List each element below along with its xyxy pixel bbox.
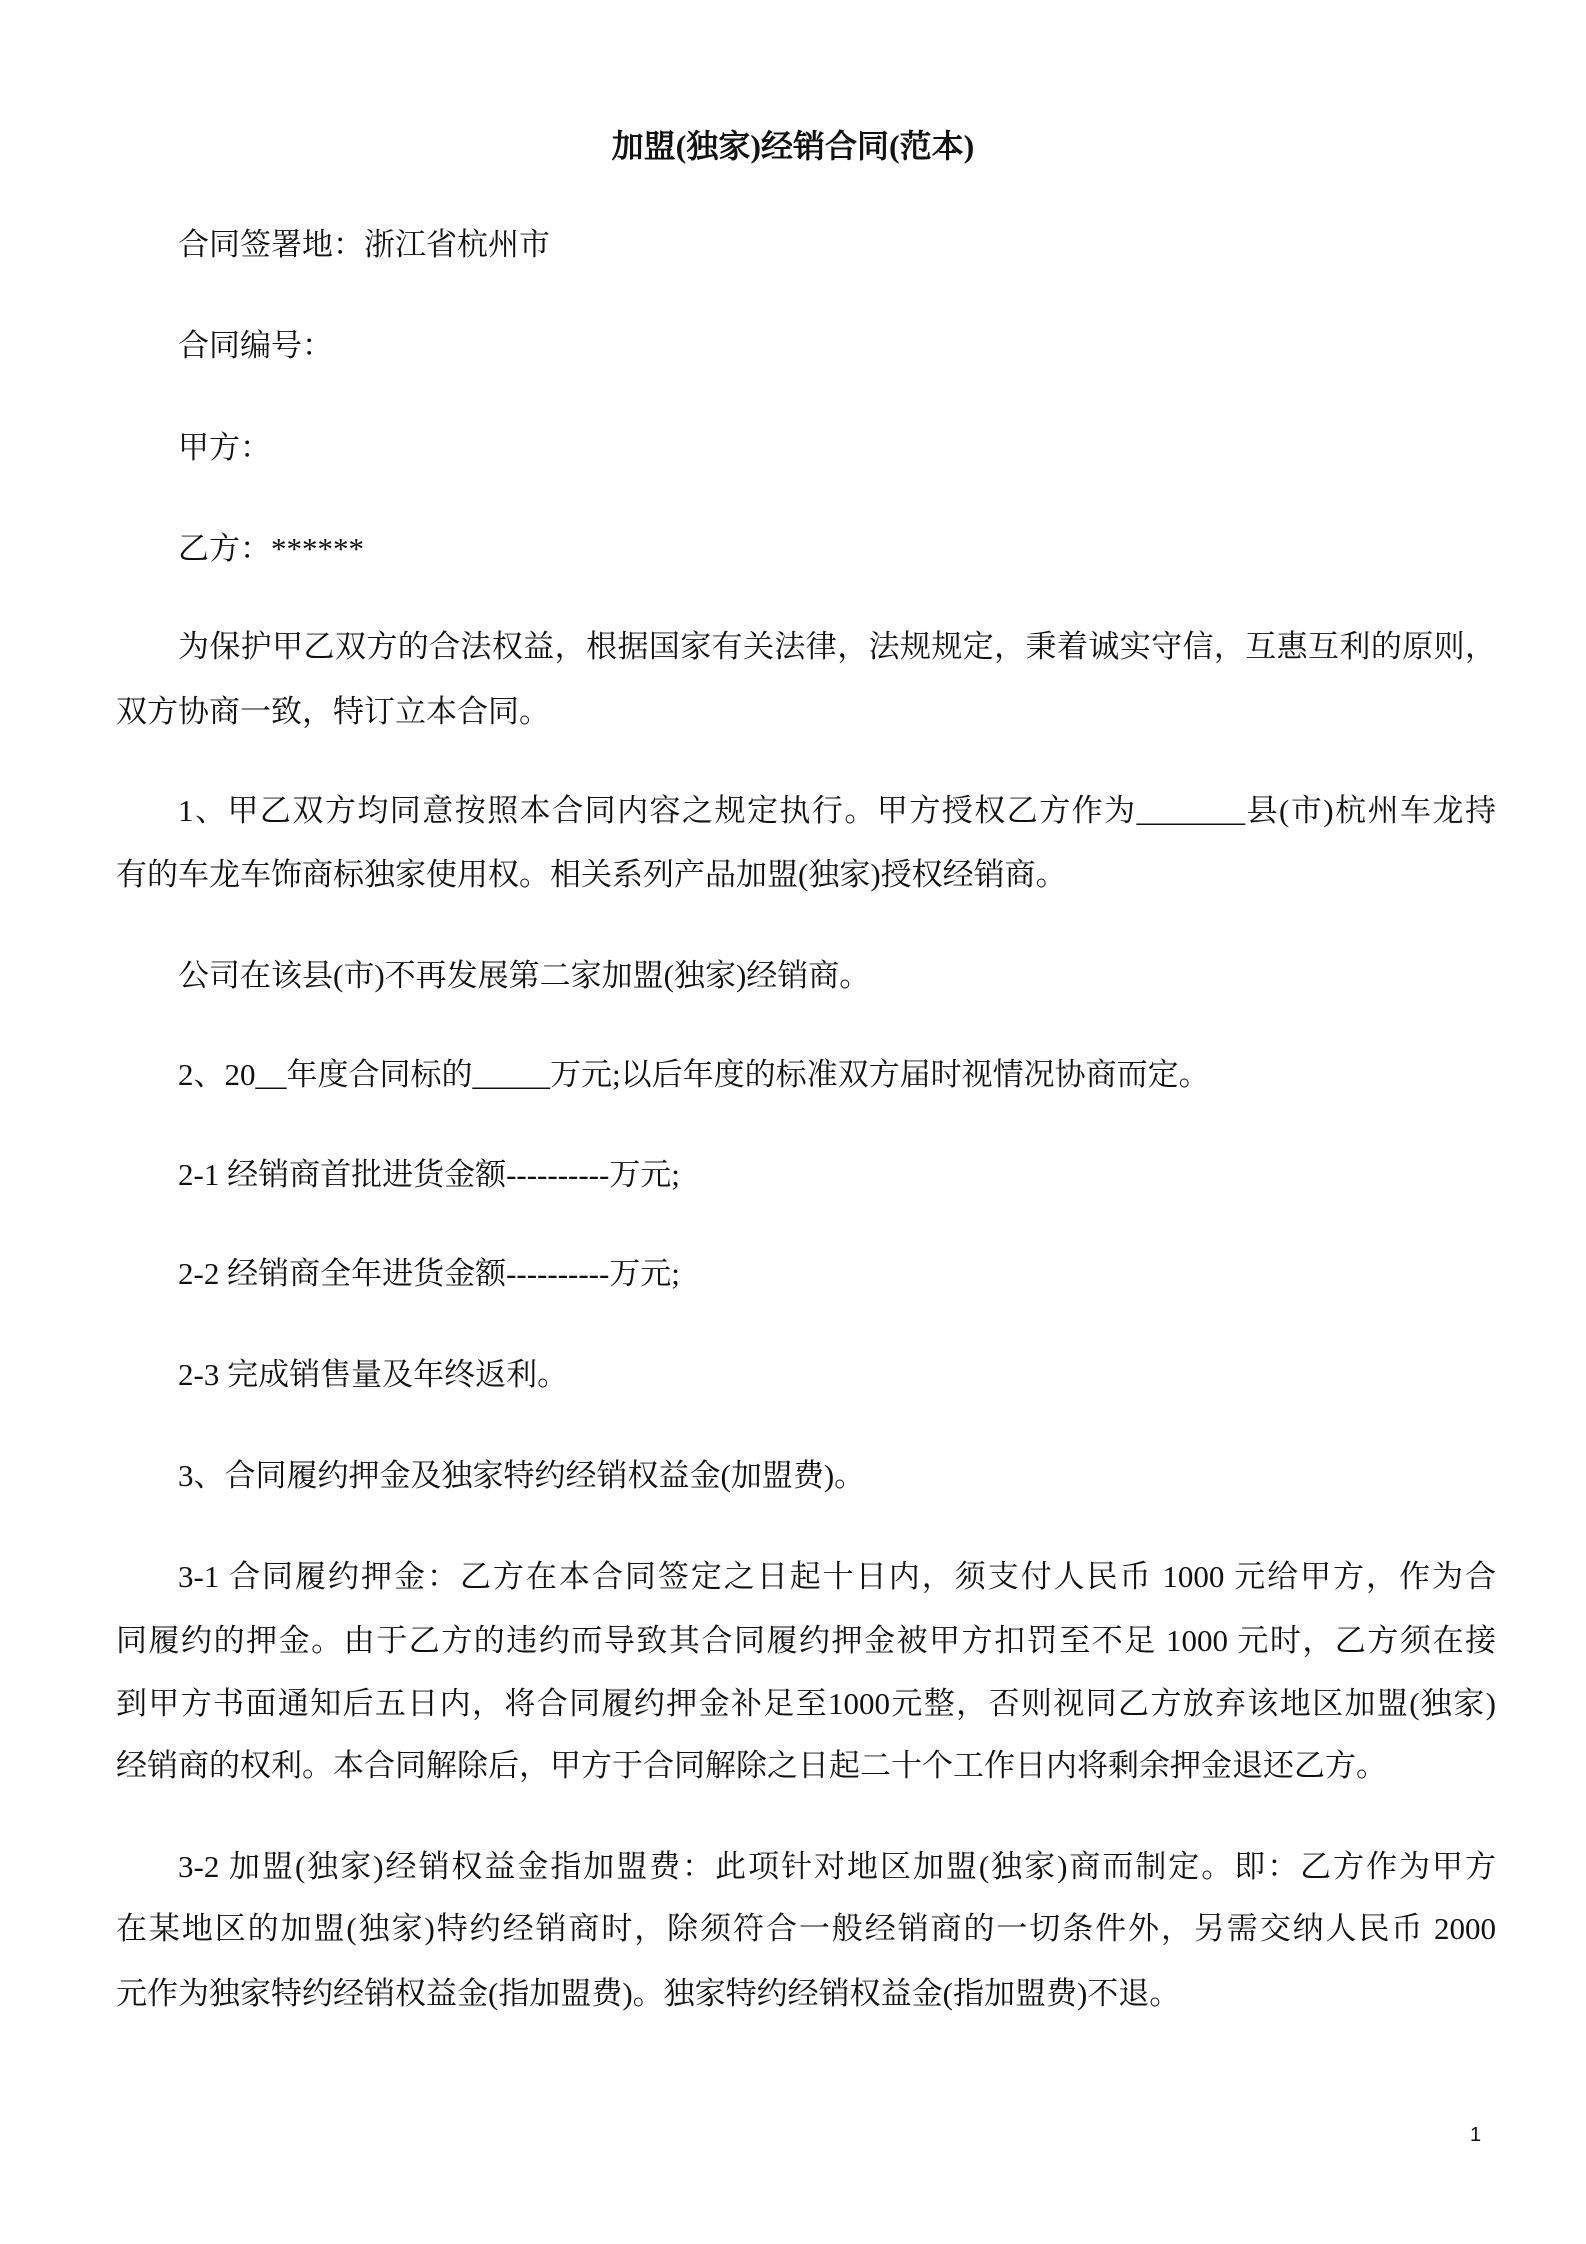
clause-1-line: 1、甲乙双方均同意按照本合同内容之规定执行。甲方授权乙方作为_______县(市)杭州车龙持 [178,793,1496,828]
clause-2-3: 2-3 完成销售量及年终返利。 [178,1357,569,1392]
clause-1-line: 有的车龙车饰商标独家使用权。相关系列产品加盟(独家)授权经销商。 [116,857,1067,892]
preamble-line: 双方协商一致，特订立本合同。 [116,694,550,729]
clause-3-1-line: 同履约的押金。由于乙方的违约而导致其合同履约押金被甲方扣罚至不足 1000 元时，乙方须在接 [116,1623,1496,1658]
party-b: 乙方：****** [178,531,364,566]
clause-3-2-line: 在某地区的加盟(独家)特约经销商时，除须符合一般经销商的一切条件外，另需交纳人民币 2000 [116,1911,1496,1946]
signing-place: 合同签署地：浙江省杭州市 [178,227,550,262]
contract-number: 合同编号： [178,328,333,363]
clause-3: 3、合同履约押金及独家特约经销权益金(加盟费)。 [178,1458,866,1493]
clause-2: 2、20__年度合同标的_____万元;以后年度的标准双方届时视情况协商而定。 [178,1057,1210,1092]
clause-1-note: 公司在该县(市)不再发展第二家加盟(独家)经销商。 [178,958,871,993]
party-a: 甲方： [178,430,271,465]
clause-3-2-line: 3-2 加盟(独家)经销权益金指加盟费：此项针对地区加盟(独家)商而制定。即：乙方作为甲方 [178,1849,1496,1884]
clause-3-1-line: 3-1 合同履约押金：乙方在本合同签定之日起十日内，须支付人民币 1000 元给甲方，作为合 [178,1559,1496,1594]
document-title: 加盟(独家)经销合同(范本) [611,128,975,164]
clause-2-1: 2-1 经销商首批进货金额----------万元; [178,1157,680,1192]
page-number: 1 [1470,2124,1482,2146]
clause-3-1-line: 到甲方书面通知后五日内，将合同履约押金补足至1000元整，否则视同乙方放弃该地区加盟(独家) [116,1686,1496,1721]
clause-3-1-line: 经销商的权利。本合同解除后，甲方于合同解除之日起二十个工作日内将剩余押金退还乙方。 [116,1748,1387,1783]
clause-3-2-line: 元作为独家特约经销权益金(指加盟费)。独家特约经销权益金(指加盟费)不退。 [116,1976,1181,2011]
preamble-line: 为保护甲乙双方的合法权益，根据国家有关法律，法规规定，秉着诚实守信，互惠互利的原则， [178,629,1496,664]
clause-2-2: 2-2 经销商全年进货金额----------万元; [178,1256,680,1291]
